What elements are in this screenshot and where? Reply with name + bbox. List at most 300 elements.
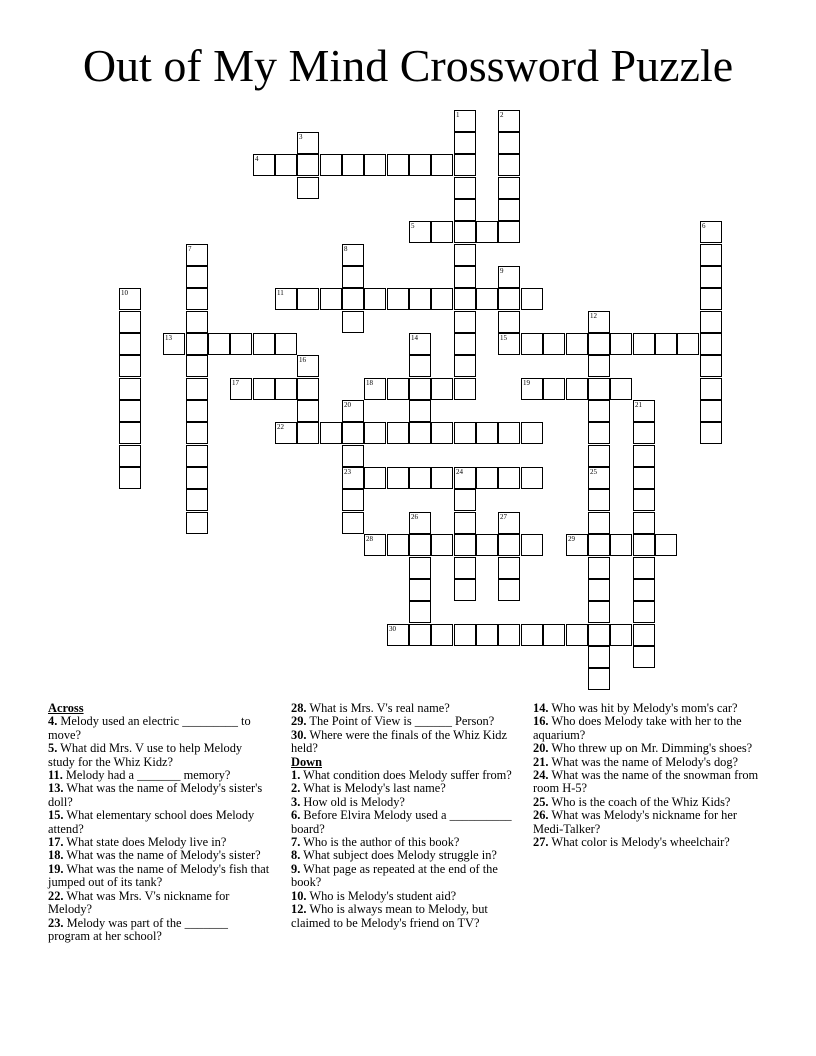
crossword-cell[interactable]: [409, 400, 431, 422]
clue-number: 3.: [291, 794, 301, 809]
crossword-cell[interactable]: [409, 288, 431, 310]
clue-number: 26.: [533, 808, 549, 823]
crossword-cell[interactable]: [342, 154, 364, 176]
crossword-cell[interactable]: [543, 333, 565, 355]
clue-text: Who is the author of this book?: [300, 835, 460, 850]
crossword-cell[interactable]: [498, 557, 520, 579]
crossword-cell[interactable]: [320, 422, 342, 444]
crossword-cell[interactable]: [409, 534, 431, 556]
down-clues-list-cont: [533, 702, 761, 849]
clue-text: Who was hit by Melody's mom's car?: [548, 701, 738, 715]
crossword-cell[interactable]: [454, 489, 476, 511]
crossword-cell[interactable]: [364, 288, 386, 310]
crossword-cell[interactable]: [342, 489, 364, 511]
clue-number: 9.: [291, 861, 301, 876]
crossword-cell[interactable]: [498, 266, 520, 288]
crossword-cell[interactable]: [409, 333, 431, 355]
crossword-cell[interactable]: [498, 288, 520, 310]
crossword-cell[interactable]: [275, 154, 297, 176]
crossword-cell[interactable]: [409, 579, 431, 601]
crossword-cell[interactable]: [186, 244, 208, 266]
across-clues-list: [48, 715, 270, 943]
crossword-cell[interactable]: [297, 288, 319, 310]
crossword-cell[interactable]: [275, 288, 297, 310]
crossword-cell[interactable]: [409, 422, 431, 444]
crossword-cell[interactable]: [588, 445, 610, 467]
crossword-cell[interactable]: [342, 467, 364, 489]
clue-down-25: [533, 796, 761, 809]
crossword-cell[interactable]: [342, 445, 364, 467]
clue-text: Melody was part of the _______ program at her school?: [48, 915, 228, 943]
crossword-cell[interactable]: [364, 534, 386, 556]
clue-text: Who does Melody take with her to the aquarium?: [533, 714, 742, 742]
cell-number: 24: [456, 468, 463, 476]
cell-number: 22: [277, 423, 284, 431]
crossword-cell[interactable]: [297, 177, 319, 199]
crossword-cell[interactable]: [610, 534, 632, 556]
clue-across-28: [291, 702, 513, 715]
crossword-cell[interactable]: [431, 221, 453, 243]
crossword-cell[interactable]: [119, 378, 141, 400]
crossword-cell[interactable]: [454, 467, 476, 489]
across-heading: Across: [48, 701, 84, 715]
crossword-cell[interactable]: [454, 579, 476, 601]
crossword-cell[interactable]: [498, 534, 520, 556]
cell-number: 14: [411, 334, 418, 342]
crossword-cell[interactable]: [700, 355, 722, 377]
crossword-cell[interactable]: [633, 467, 655, 489]
crossword-cell[interactable]: [297, 378, 319, 400]
clue-number: 25.: [533, 794, 549, 809]
crossword-cell[interactable]: [454, 422, 476, 444]
clue-across-18: [48, 849, 270, 862]
crossword-cell[interactable]: [431, 154, 453, 176]
clue-number: 8.: [291, 848, 301, 863]
cell-number: 13: [165, 334, 172, 342]
cell-number: 28: [366, 535, 373, 543]
crossword-cell[interactable]: [230, 378, 252, 400]
crossword-cell[interactable]: [521, 624, 543, 646]
crossword-cell[interactable]: [454, 534, 476, 556]
crossword-cell[interactable]: [431, 288, 453, 310]
crossword-cell[interactable]: [186, 378, 208, 400]
crossword-cell[interactable]: [633, 601, 655, 623]
cell-number: 23: [344, 468, 351, 476]
crossword-cell[interactable]: [521, 422, 543, 444]
crossword-cell[interactable]: [208, 333, 230, 355]
clue-across-13: [48, 782, 270, 809]
clue-down-12: [291, 903, 513, 930]
crossword-cell[interactable]: [431, 624, 453, 646]
crossword-cell[interactable]: [387, 624, 409, 646]
crossword-cell[interactable]: [700, 378, 722, 400]
clue-down-27: [533, 836, 761, 849]
crossword-cell[interactable]: [498, 221, 520, 243]
clue-down-10: [291, 890, 513, 903]
crossword-cell[interactable]: [566, 534, 588, 556]
crossword-cell[interactable]: [588, 624, 610, 646]
crossword-cell[interactable]: [119, 288, 141, 310]
clue-number: 21.: [533, 754, 549, 769]
crossword-cell[interactable]: [700, 422, 722, 444]
crossword-cell[interactable]: [342, 288, 364, 310]
crossword-cell[interactable]: [588, 489, 610, 511]
crossword-cell[interactable]: [253, 378, 275, 400]
crossword-cell[interactable]: [588, 355, 610, 377]
crossword-cell[interactable]: [342, 311, 364, 333]
crossword-cell[interactable]: [476, 534, 498, 556]
crossword-cell[interactable]: [364, 467, 386, 489]
crossword-cell[interactable]: [588, 333, 610, 355]
crossword-cell[interactable]: [588, 512, 610, 534]
crossword-cell[interactable]: [297, 400, 319, 422]
clue-number: 11.: [48, 768, 63, 783]
clue-across-11: [48, 769, 270, 782]
crossword-cell[interactable]: [320, 154, 342, 176]
crossword-cell[interactable]: [454, 624, 476, 646]
clue-across-22: [48, 890, 270, 917]
crossword-cell[interactable]: [498, 311, 520, 333]
clue-number: 17.: [48, 835, 64, 850]
crossword-cell[interactable]: [588, 557, 610, 579]
clue-text: Melody had a _______ memory?: [62, 768, 231, 783]
clue-text: What was the name of the snowman from room H-5?: [533, 768, 759, 796]
crossword-cell[interactable]: [186, 422, 208, 444]
page-title: Out of My Mind Crossword Puzzle: [82, 40, 734, 91]
clue-number: 12.: [291, 902, 307, 917]
clue-number: 23.: [48, 915, 64, 930]
crossword-cell[interactable]: [409, 154, 431, 176]
cell-number: 20: [344, 401, 351, 409]
crossword-cell[interactable]: [476, 624, 498, 646]
crossword-cell[interactable]: [655, 333, 677, 355]
clue-number: 4.: [48, 714, 58, 729]
clue-number: 2.: [291, 781, 301, 796]
clue-text: What state does Melody live in?: [63, 835, 227, 850]
crossword-cell[interactable]: [454, 378, 476, 400]
crossword-cell[interactable]: [521, 288, 543, 310]
crossword-cell[interactable]: [588, 668, 610, 690]
clue-text: What color is Melody's wheelchair?: [548, 835, 730, 850]
crossword-cell[interactable]: [454, 355, 476, 377]
crossword-cell[interactable]: [588, 534, 610, 556]
crossword-cell[interactable]: [588, 378, 610, 400]
cell-number: 1: [456, 111, 460, 119]
crossword-cell[interactable]: [297, 422, 319, 444]
crossword-cell[interactable]: [431, 422, 453, 444]
clue-across-23: [48, 917, 270, 944]
crossword-cell[interactable]: [498, 154, 520, 176]
clue-text: Before Elvira Melody used a __________ board?: [291, 808, 512, 836]
crossword-cell[interactable]: [297, 132, 319, 154]
crossword-cell[interactable]: [454, 199, 476, 221]
crossword-cell[interactable]: [342, 266, 364, 288]
clue-text: What condition does Melody suffer from?: [300, 768, 512, 783]
crossword-cell[interactable]: [409, 512, 431, 534]
clue-down-3: [291, 796, 513, 809]
crossword-cell[interactable]: [454, 512, 476, 534]
crossword-cell[interactable]: [186, 445, 208, 467]
crossword-cell[interactable]: [431, 467, 453, 489]
crossword-cell[interactable]: [498, 624, 520, 646]
clue-number: 6.: [291, 808, 301, 823]
crossword-cell[interactable]: [476, 221, 498, 243]
crossword-cell[interactable]: [186, 400, 208, 422]
crossword-cell[interactable]: [364, 378, 386, 400]
cell-number: 19: [523, 379, 530, 387]
crossword-cell[interactable]: [633, 579, 655, 601]
down-clues-list: [291, 769, 513, 930]
crossword-cell[interactable]: [119, 333, 141, 355]
crossword-cell[interactable]: [409, 601, 431, 623]
crossword-cell[interactable]: [700, 221, 722, 243]
crossword-cell[interactable]: [186, 512, 208, 534]
crossword-cell[interactable]: [454, 132, 476, 154]
cell-number: 21: [635, 401, 642, 409]
crossword-cell[interactable]: [633, 557, 655, 579]
crossword-cell[interactable]: [387, 378, 409, 400]
crossword-cell[interactable]: [633, 422, 655, 444]
crossword-cell[interactable]: [409, 557, 431, 579]
crossword-cell[interactable]: [431, 534, 453, 556]
crossword-cell[interactable]: [521, 534, 543, 556]
crossword-cell[interactable]: [700, 288, 722, 310]
crossword-cell[interactable]: [498, 333, 520, 355]
clue-text: What was Mrs. V's nickname for Melody?: [48, 888, 230, 917]
crossword-cell[interactable]: [387, 422, 409, 444]
crossword-cell[interactable]: [521, 467, 543, 489]
crossword-cell[interactable]: [498, 579, 520, 601]
clue-down-7: [291, 836, 513, 849]
clue-down-6: [291, 809, 513, 836]
crossword-cell[interactable]: [454, 110, 476, 132]
crossword-cell[interactable]: [476, 422, 498, 444]
crossword-cell[interactable]: [700, 311, 722, 333]
crossword-cell[interactable]: [387, 288, 409, 310]
across-clues-list-cont: [291, 702, 513, 756]
crossword-cell[interactable]: [409, 467, 431, 489]
crossword-cell[interactable]: [253, 154, 275, 176]
clues-column-1: [48, 702, 270, 943]
crossword-cell[interactable]: [454, 288, 476, 310]
crossword-cell[interactable]: [633, 489, 655, 511]
crossword-cell[interactable]: [186, 266, 208, 288]
crossword-cell[interactable]: [409, 378, 431, 400]
cell-number: 6: [702, 222, 706, 230]
crossword-cell[interactable]: [588, 422, 610, 444]
crossword-cell[interactable]: [186, 333, 208, 355]
crossword-cell[interactable]: [163, 333, 185, 355]
crossword-cell[interactable]: [700, 400, 722, 422]
crossword-cell[interactable]: [364, 154, 386, 176]
crossword-cell[interactable]: [454, 311, 476, 333]
crossword-cell[interactable]: [387, 534, 409, 556]
crossword-cell[interactable]: [186, 311, 208, 333]
crossword-cell[interactable]: [498, 467, 520, 489]
clue-down-1: [291, 769, 513, 782]
crossword-cell[interactable]: [521, 378, 543, 400]
crossword-cell[interactable]: [633, 333, 655, 355]
crossword-cell[interactable]: [454, 333, 476, 355]
crossword-cell[interactable]: [588, 467, 610, 489]
clue-down-9: [291, 863, 513, 890]
crossword-cell[interactable]: [700, 266, 722, 288]
crossword-cell[interactable]: [320, 288, 342, 310]
crossword-cell[interactable]: [588, 400, 610, 422]
crossword-cell[interactable]: [342, 244, 364, 266]
crossword-cell[interactable]: [431, 378, 453, 400]
cell-number: 29: [568, 535, 575, 543]
crossword-cell[interactable]: [588, 311, 610, 333]
clue-number: 15.: [48, 808, 64, 823]
clue-text: Who is Melody's student aid?: [306, 888, 457, 903]
crossword-cell[interactable]: [186, 355, 208, 377]
clue-down-21: [533, 756, 761, 769]
clue-across-15: [48, 809, 270, 836]
cell-number: 25: [590, 468, 597, 476]
crossword-cell[interactable]: [275, 333, 297, 355]
crossword-cell[interactable]: [342, 400, 364, 422]
crossword-cell[interactable]: [454, 244, 476, 266]
crossword-cell[interactable]: [700, 333, 722, 355]
crossword-cell[interactable]: [566, 378, 588, 400]
cell-number: 27: [500, 513, 507, 521]
crossword-cell[interactable]: [119, 355, 141, 377]
crossword-cell[interactable]: [633, 512, 655, 534]
crossword-cell[interactable]: [655, 534, 677, 556]
crossword-cell[interactable]: [297, 154, 319, 176]
clue-down-14: [533, 702, 761, 715]
clue-number: 1.: [291, 768, 301, 783]
clue-down-16: [533, 715, 761, 742]
clue-number: 28.: [291, 701, 307, 715]
crossword-cell[interactable]: [566, 333, 588, 355]
clues-column-2: [291, 702, 513, 930]
crossword-cell[interactable]: [476, 467, 498, 489]
cell-number: 18: [366, 379, 373, 387]
clue-number: 16.: [533, 714, 549, 729]
clue-text: What was the name of Melody's dog?: [548, 754, 739, 769]
clue-number: 13.: [48, 781, 64, 796]
crossword-cell[interactable]: [566, 624, 588, 646]
clue-text: What was the name of Melody's sister's doll?: [48, 781, 263, 809]
crossword-cell[interactable]: [610, 624, 632, 646]
clue-text: What did Mrs. V use to help Melody study for the Whiz Kidz?: [48, 741, 243, 769]
crossword-cell[interactable]: [119, 467, 141, 489]
clue-text: Who is always mean to Melody, but claimed to be Melody's friend on TV?: [291, 902, 488, 930]
cell-number: 30: [389, 625, 396, 633]
crossword-cell[interactable]: [633, 534, 655, 556]
crossword-cell[interactable]: [342, 512, 364, 534]
crossword-cell[interactable]: [297, 355, 319, 377]
crossword-cell[interactable]: [543, 378, 565, 400]
clue-number: 7.: [291, 835, 301, 850]
crossword-cell[interactable]: [342, 422, 364, 444]
crossword-cell[interactable]: [186, 467, 208, 489]
crossword-cell[interactable]: [364, 422, 386, 444]
clue-number: 20.: [533, 741, 549, 756]
cell-number: 26: [411, 513, 418, 521]
crossword-cell[interactable]: [588, 646, 610, 668]
crossword-cell[interactable]: [119, 400, 141, 422]
crossword-cell[interactable]: [610, 333, 632, 355]
crossword-cell[interactable]: [387, 154, 409, 176]
clue-number: 30.: [291, 727, 307, 742]
crossword-cell[interactable]: [700, 244, 722, 266]
crossword-cell[interactable]: [230, 333, 252, 355]
clue-text: What was the name of Melody's sister?: [63, 848, 261, 863]
crossword-cell[interactable]: [588, 579, 610, 601]
crossword-cell[interactable]: [498, 177, 520, 199]
crossword-cell[interactable]: [454, 177, 476, 199]
clue-down-8: [291, 849, 513, 862]
crossword-cell[interactable]: [275, 422, 297, 444]
clue-text: What was Melody's nickname for her Medi-Talker?: [533, 808, 737, 836]
clue-number: 19.: [48, 861, 64, 876]
clue-text: What is Mrs. V's real name?: [306, 701, 450, 715]
crossword-cell[interactable]: [498, 199, 520, 221]
crossword-cell[interactable]: [633, 445, 655, 467]
cell-number: 2: [500, 111, 504, 119]
clue-number: 10.: [291, 888, 307, 903]
clue-text: How old is Melody?: [300, 794, 405, 809]
crossword-cell[interactable]: [677, 333, 699, 355]
clue-number: 24.: [533, 768, 549, 783]
crossword-cell[interactable]: [253, 333, 275, 355]
crossword-cell[interactable]: [275, 378, 297, 400]
crossword-cell[interactable]: [186, 489, 208, 511]
crossword-cell[interactable]: [633, 624, 655, 646]
crossword-cell[interactable]: [409, 624, 431, 646]
crossword-cell[interactable]: [409, 221, 431, 243]
crossword-cell[interactable]: [186, 288, 208, 310]
crossword-cell[interactable]: [498, 512, 520, 534]
clue-text: Where were the finals of the Whiz Kidz held?: [291, 727, 507, 756]
cell-number: 11: [277, 289, 284, 297]
crossword-cell[interactable]: [633, 646, 655, 668]
crossword-cell[interactable]: [454, 557, 476, 579]
clue-across-29: [291, 715, 513, 728]
clue-text: What subject does Melody struggle in?: [300, 848, 497, 863]
clue-number: 29.: [291, 714, 307, 729]
crossword-cell[interactable]: [543, 624, 565, 646]
crossword-cell[interactable]: [476, 288, 498, 310]
crossword-cell[interactable]: [119, 311, 141, 333]
crossword-cell[interactable]: [498, 422, 520, 444]
crossword-cell[interactable]: [588, 601, 610, 623]
crossword-cell[interactable]: [498, 132, 520, 154]
crossword-cell[interactable]: [409, 355, 431, 377]
crossword-cell[interactable]: [521, 333, 543, 355]
clue-number: 22.: [48, 888, 64, 903]
crossword-cell[interactable]: [119, 422, 141, 444]
crossword-cell[interactable]: [633, 400, 655, 422]
crossword-cell[interactable]: [454, 221, 476, 243]
clue-number: 5.: [48, 741, 58, 756]
crossword-cell[interactable]: [498, 110, 520, 132]
clue-text: What is Melody's last name?: [300, 781, 446, 796]
cell-number: 17: [232, 379, 239, 387]
down-heading: Down: [291, 754, 322, 769]
clue-text: Melody used an electric _________ to move?: [48, 714, 251, 742]
crossword-cell[interactable]: [454, 266, 476, 288]
cell-number: 7: [188, 245, 192, 253]
clue-text: Who threw up on Mr. Dimming's shoes?: [548, 741, 753, 756]
crossword-cell[interactable]: [387, 467, 409, 489]
crossword-cell[interactable]: [454, 154, 476, 176]
crossword-cell[interactable]: [610, 378, 632, 400]
crossword-cell[interactable]: [119, 445, 141, 467]
